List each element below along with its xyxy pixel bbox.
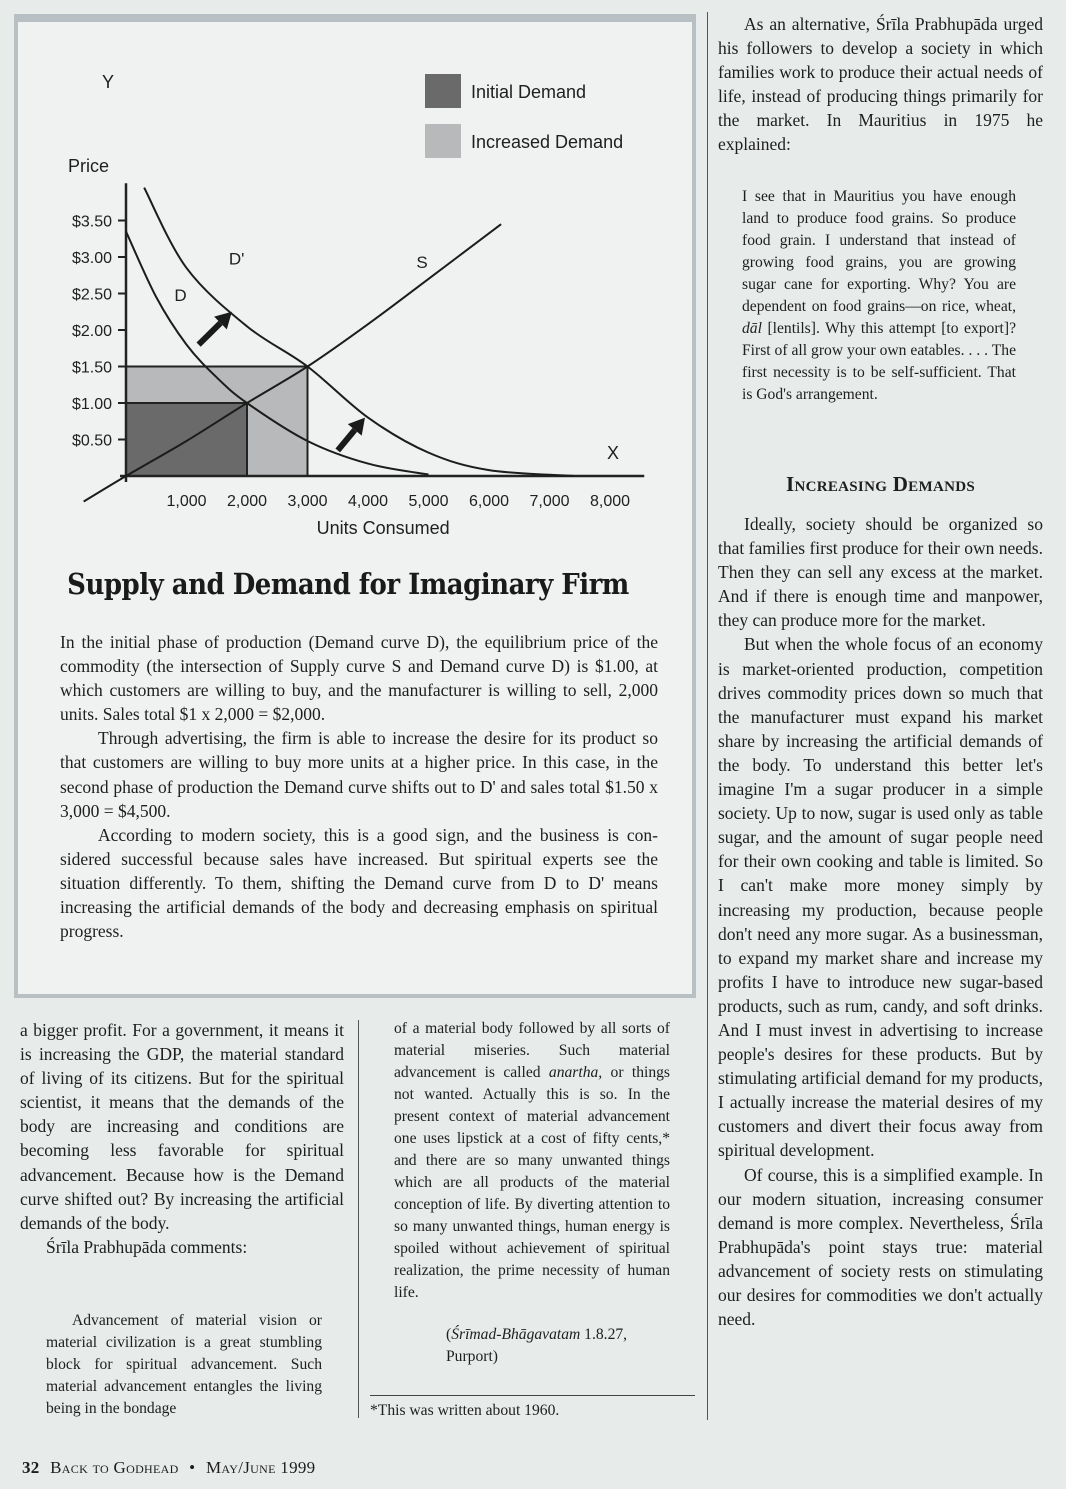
quote-term: dāl — [742, 320, 762, 337]
magazine-name: Back to Godhead — [50, 1458, 179, 1477]
column-divider — [707, 12, 708, 1420]
curve-label: S — [416, 252, 428, 272]
curve-label: D' — [228, 249, 245, 269]
citation-reference: 1.8.27, — [580, 1326, 628, 1343]
shift-arrow-shaft — [338, 430, 355, 451]
y-tick-label: $2.50 — [71, 286, 112, 304]
footnote: *This was written about 1960. — [370, 1402, 560, 1419]
x-tick-label: 4,000 — [347, 493, 389, 510]
y-tick-label: $3.00 — [71, 250, 112, 267]
column-3 — [718, 12, 1043, 157]
quote-text: or things not wanted. Actually this is so. In the present context of material advancement one uses lipstick at a cost of fifty cents,* and there are so many unwanted things which are all products of the material conception of life. By diverting attention to so many unwanted things, human energy is spoiled without achievement of spiritual realization, the prime necessity of human life. — [394, 1064, 670, 1301]
footnote-rule — [370, 1395, 695, 1396]
column-divider — [358, 1020, 359, 1418]
column-paragraph: a bigger profit. For a government, it means it is increasing the GDP, the material standard of living of its citizens. But for the spiritual scientist, it means that the demands of the body are increasing and conditions are becoming less favorable for spiritual advancement. Because how is the Demand curve shifted out? By increasing the artificial demands of the body. — [20, 1020, 344, 1233]
legend-swatch — [425, 124, 461, 158]
chart-explanation — [60, 630, 658, 943]
x-axis-title: Units Consumed — [316, 518, 450, 538]
y-tick-label: $2.00 — [71, 323, 112, 340]
x-tick-label: 6,000 — [468, 493, 510, 510]
citation-work: Śrīmad-Bhāgavatam — [451, 1326, 581, 1343]
block-quote — [46, 1310, 322, 1420]
quote-text: I see that in Mauritius you have enough land to produce food grains. So produce food grain. I understand that instead of growing food grains, you are growing sugar cane for exporting. Why? You are dependent on food grains—on rice, wheat, — [742, 188, 1016, 315]
box-paragraph: In the initial phase of production (Demand curve D), the equilibrium price of the commodity (the intersection of Supply curve S and Demand curve D) is $1.00, at which customers are willing to buy, and the manufacturer is willing to sell, 2,000 units. Sales total $1 x 2,000 = $2,000. — [60, 632, 658, 725]
legend-label: Increased Demand — [471, 132, 624, 152]
x-tick-label: 5,000 — [408, 493, 449, 510]
section-heading: Increasing Demands — [785, 472, 975, 496]
block-quote-continued — [394, 1018, 670, 1304]
y-axis-letter: Y — [102, 72, 115, 92]
y-axis-title: Price — [68, 156, 110, 176]
y-tick-label: $3.50 — [71, 213, 112, 231]
column-3-continued — [718, 512, 1043, 1331]
page-footer — [22, 1458, 315, 1478]
x-tick-label: 1,000 — [166, 493, 207, 510]
x-tick-label: 7,000 — [529, 493, 570, 510]
issue-date: May/June 1999 — [205, 1458, 316, 1477]
x-tick-label: 2,000 — [226, 493, 268, 510]
quote-text: of a material body followed by all sorts of material miseries. Such material advancement is called — [394, 1020, 670, 1081]
citation — [394, 1324, 670, 1368]
citation-line: Purport) — [446, 1348, 498, 1365]
y-tick-label: $1.50 — [71, 359, 112, 377]
column-paragraph: Ideally, society should be organized so that families first produce for their own needs. Then they can sell any excess at the market. And if there is enough time and manpower, they can produce more for the market. — [718, 514, 1043, 631]
citation-paren: ( — [446, 1326, 452, 1343]
quote-term: anartha, — [548, 1064, 603, 1081]
legend-label: Initial Demand — [471, 82, 587, 102]
curve-label: D — [174, 285, 187, 305]
legend-swatch — [425, 74, 461, 108]
supply-demand-chart — [20, 20, 680, 580]
quote-text: Advancement of material vision or material civilization is a great stumbling block for spiritual advancement. Such material advancement entangles the living being in the bondage — [46, 1312, 322, 1417]
box-paragraph: According to modern society, this is a good sign, and the business is con-sidered successful because sales have increased. But spiritual experts see the situation differently. To them, shifting the Demand curve from D to D' means increasing the artificial demands of the body and decreasing emphasis on spiritual progress. — [60, 824, 658, 942]
x-tick-label: 8,000 — [589, 493, 631, 510]
y-tick-label: $0.50 — [71, 432, 112, 450]
x-axis-letter: X — [606, 443, 619, 464]
column-paragraph: But when the whole focus of an economy is market-oriented production, competition drives commodity prices down so much that the manufacturer must expand his market share by increasing the artificial demands of the body. To understand this better let's imagine I'm a sugar producer in a simple society. Up to now, sugar is used only as table sugar, and the amount of sugar people need for their own cooking and table is limited. So I can't make more money simply by increasing my production, because people don't need any more sugar. As a businessman, to expand my market share and increase my profits I have to introduce new sugar-based products, such as rum, candy, and soft drinks. And I must invest in advertising to increase people's desires for these products. But by stimulating artificial demand for my products, I actually increase the material desires of my customers and divert their focus away from spiritual development. — [718, 634, 1043, 1161]
shift-arrow-shaft — [199, 323, 221, 345]
column-paragraph: Of course, this is a simplified example. In our modern situation, increasing consumer demand is more complex. Nevertheless, Śrīla Prabhupāda's point stays true: material advancement of society rests on stimulating our desires for commodities we don't actually need. — [718, 1164, 1043, 1330]
column-paragraph: Śrīla Prabhupāda comments: — [46, 1236, 248, 1257]
x-tick-label: 3,000 — [287, 493, 328, 510]
column-paragraph: As an alternative, Śrīla Prabhupāda urged his followers to develop a society in which families work to produce their actual needs of life, instead of producing things primarily for the market. In Mauritius in 1975 he explained: — [718, 14, 1043, 155]
box-paragraph: Through advertising, the firm is able to increase the desire for its product so that customers are willing to buy more units at a higher price. In this case, in the second phase of production the Demand curve shifts out to D' and sales total $1.50 x 3,000 = $4,500. — [60, 728, 658, 821]
footer-separator: • — [189, 1458, 196, 1477]
y-tick-label: $1.00 — [71, 396, 112, 413]
block-quote — [742, 186, 1016, 406]
column-1 — [20, 1018, 344, 1259]
chart-title: Supply and Demand for Imaginary Firm — [67, 568, 629, 602]
quote-text: [lentils]. Why this attempt [to export]? First of all grow your own eatables. . . . The first necessity is to be self-sufficient. That is God's arrangement. — [742, 320, 1016, 403]
page-number: 32 — [22, 1458, 40, 1477]
